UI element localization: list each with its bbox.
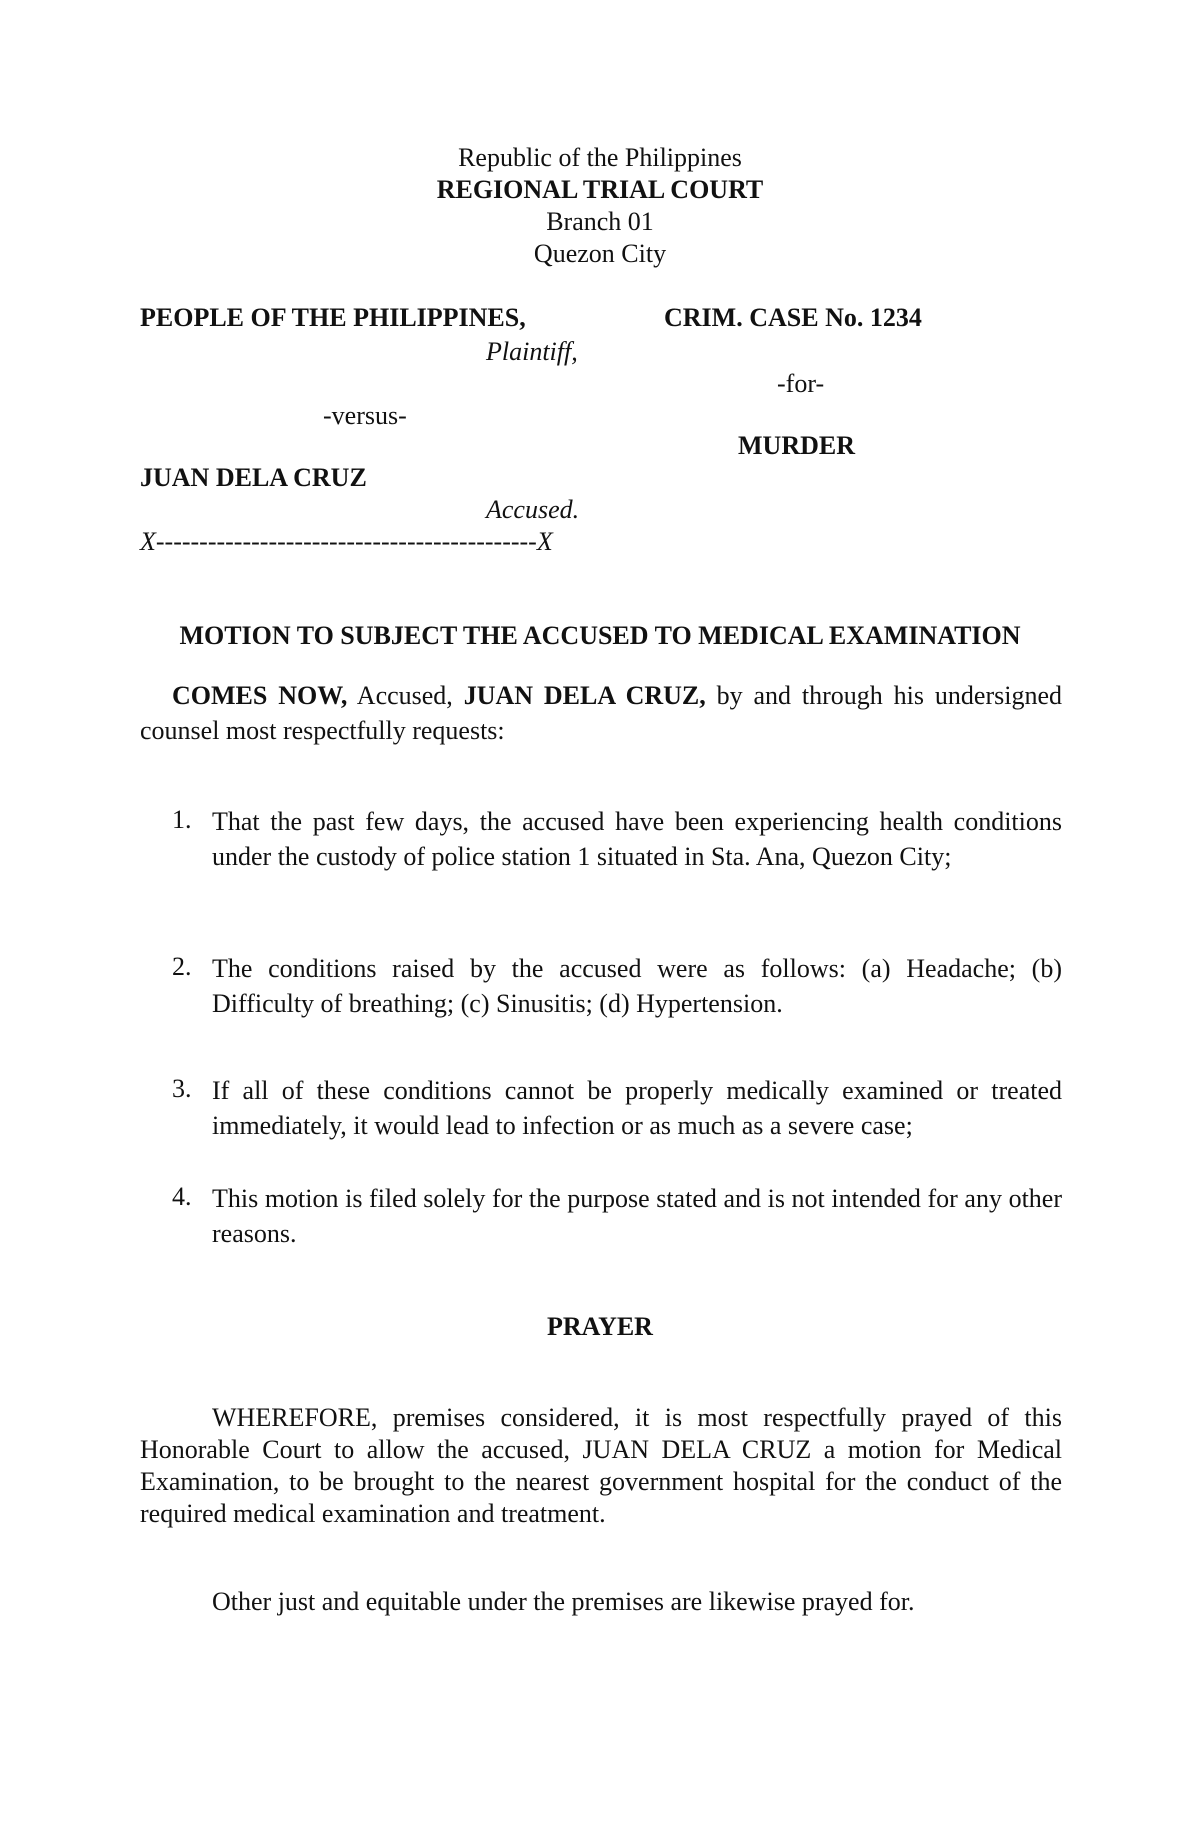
intro-text-b: by and through his undersigned counsel most respectfully requests: [140, 681, 1062, 745]
city-line: Quezon City [533, 239, 667, 268]
intro-text-a: Accused, [347, 681, 464, 710]
prayer-paragraph: WHEREFORE, premises considered, it is most respectfully prayed of this Honorable Court to allow the accused, JUAN DELA CRUZ a motion for Medical Examination, to be brought to the nearest government hospital for the conduct of the required medical examination and treatment. [140, 1403, 1062, 1528]
closing-line: Other just and equitable under the premises are likewise prayed for. [212, 1587, 915, 1616]
plaintiff-name: PEOPLE OF THE PHILIPPINES, [140, 303, 526, 332]
list-item-number: 4. [172, 1182, 192, 1211]
republic-line: Republic of the Philippines [458, 143, 742, 172]
list-item-text: That the past few days, the accused have been experiencing health conditions under the custody of police station 1 situated in Sta. Ana, Quezon City; [212, 807, 1062, 871]
list-item-number: 2. [172, 952, 192, 981]
motion-title: MOTION TO SUBJECT THE ACCUSED TO MEDICAL EXAMINATION [179, 621, 1021, 650]
list-item-number: 3. [172, 1074, 192, 1103]
list-item-number: 1. [172, 805, 192, 834]
for-label: -for- [777, 369, 825, 398]
court-name: REGIONAL TRIAL COURT [436, 175, 764, 204]
caption-separator: X--------------------------------------------X [140, 527, 553, 556]
intro-paragraph [140, 678, 1062, 748]
case-number: CRIM. CASE No. 1234 [664, 303, 922, 332]
versus-label: -versus- [323, 401, 407, 430]
intro-accused-name: JUAN DELA CRUZ, [463, 681, 706, 710]
offense-label: MURDER [738, 431, 855, 460]
list-item-text: If all of these conditions cannot be properly medically examined or treated immediately, it would lead to infection or as much as a severe case; [212, 1076, 1062, 1140]
plaintiff-role: Plaintiff, [486, 337, 578, 366]
comes-now-text: COMES NOW, [172, 681, 348, 710]
accused-role: Accused. [486, 495, 580, 524]
prayer-heading: PRAYER [547, 1312, 653, 1341]
accused-name: JUAN DELA CRUZ [140, 463, 367, 492]
list-item-text: The conditions raised by the accused were as follows: (a) Headache; (b) Difficulty of breathing; (c) Sinusitis; (d) Hypertension. [212, 954, 1062, 1018]
list-item-text: This motion is filed solely for the purpose stated and is not intended for any other reasons. [212, 1184, 1062, 1248]
branch-line: Branch 01 [546, 207, 654, 236]
